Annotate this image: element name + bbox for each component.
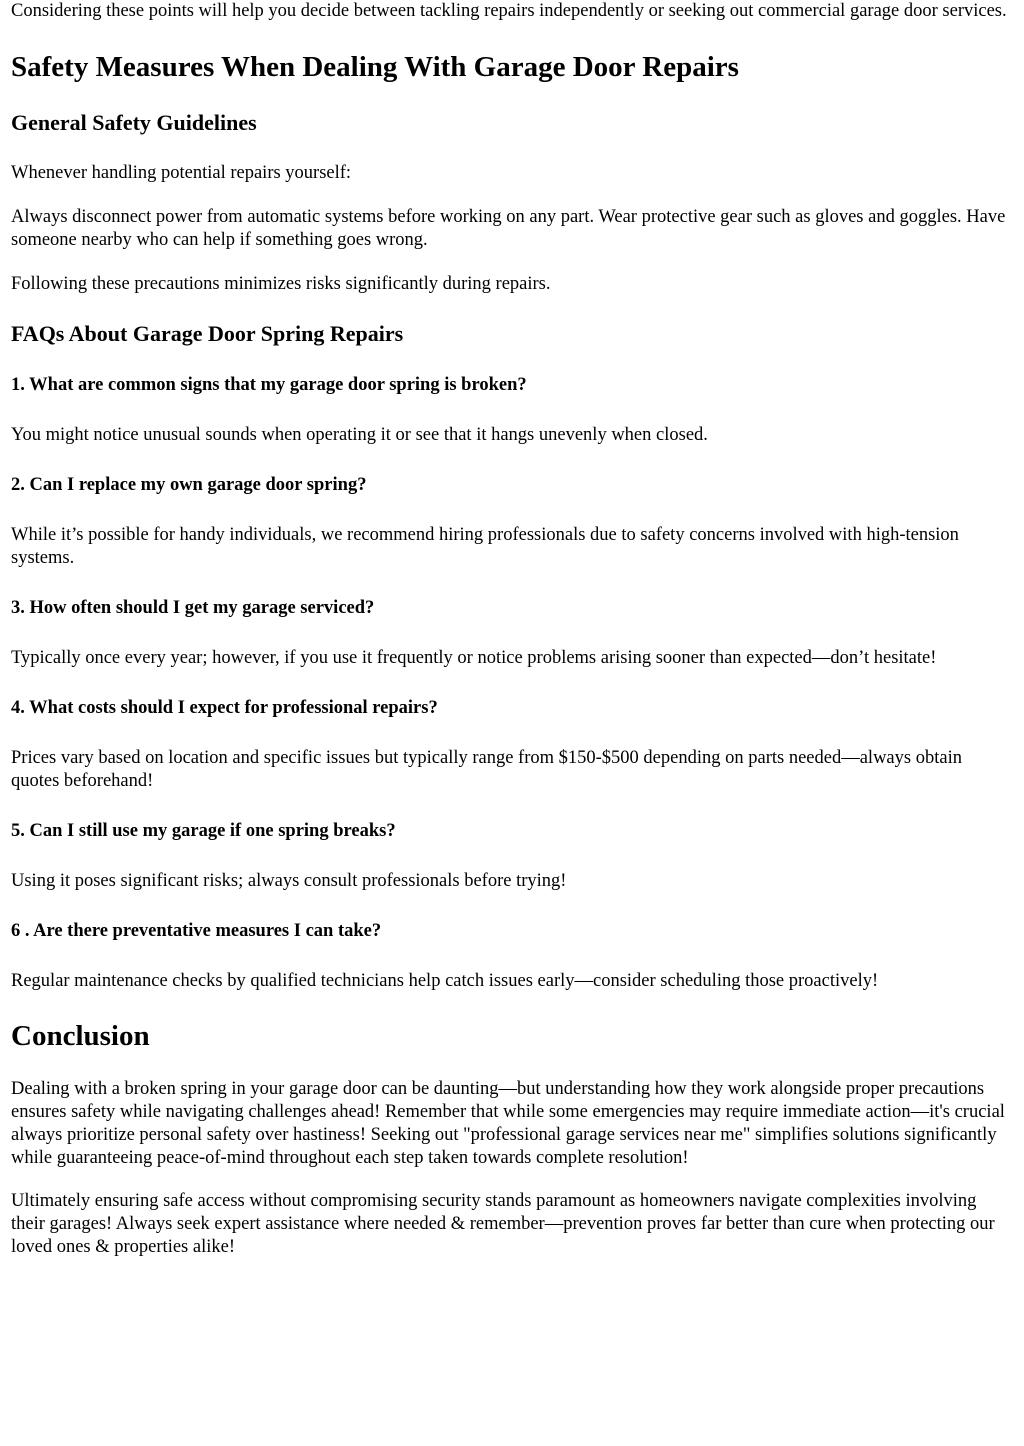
conclusion-heading: Conclusion <box>11 1020 150 1052</box>
conclusion-paragraph-1: Dealing with a broken spring in your garage door can be daunting—but understanding how they work alongside proper precautions ensures safety while navigating challenges ahead! Remember that while some emergencies may require immediate action—it's crucial always prioritize personal safety over hastiness! Seeking out "professional garage services near me" simplifies solutions significantly while guaranteeing peace-of-mind throughout each step taken towards complete resolution! <box>11 1079 1005 1168</box>
faq-list <box>11 374 1014 993</box>
faq-answer: While it’s possible for handy individuals, we recommend hiring professionals due to safety concerns involved with high-tension systems. <box>11 525 959 568</box>
faq-question: 1. What are common signs that my garage door spring is broken? <box>11 375 527 395</box>
faqs-heading: FAQs About Garage Door Spring Repairs <box>11 321 404 346</box>
faq-answer: Typically once every year; however, if you use it frequently or notice problems arising sooner than expected—don’t hesitate! <box>11 648 937 668</box>
safety-measures-heading: Safety Measures When Dealing With Garage Door Repairs <box>11 51 739 83</box>
faq-question: 3. How often should I get my garage serviced? <box>11 598 375 618</box>
faq-answer: You might notice unusual sounds when operating it or see that it hangs unevenly when closed. <box>11 425 708 445</box>
faq-question: 6 . Are there preventative measures I can take? <box>11 921 382 941</box>
safety-closing-paragraph: Following these precautions minimizes risks significantly during repairs. <box>11 274 551 294</box>
conclusion-paragraph-2: Ultimately ensuring safe access without compromising security stands paramount as homeowners navigate complexities involving their garages! Always seek expert assistance where needed & remember—prevention proves far better than cure when protecting our loved ones & properties alike! <box>11 1191 995 1257</box>
faq-question: 4. What costs should I expect for professional repairs? <box>11 698 438 718</box>
general-safety-heading: General Safety Guidelines <box>11 110 257 135</box>
faq-question: 5. Can I still use my garage if one spring breaks? <box>11 821 396 841</box>
safety-guidelines-paragraph: Always disconnect power from automatic systems before working on any part. Wear protective gear such as gloves and goggles. Have someone nearby who can help if something goes wrong. <box>11 207 1006 250</box>
faq-answer: Using it poses significant risks; always consult professionals before trying! <box>11 871 567 891</box>
safety-lead-paragraph: Whenever handling potential repairs yourself: <box>11 163 352 183</box>
faq-answer: Regular maintenance checks by qualified technicians help catch issues early—consider scheduling those proactively! <box>11 971 879 991</box>
intro-paragraph: Considering these points will help you decide between tackling repairs independently or seeking out commercial garage door services. <box>11 1 1007 21</box>
faq-question: 2. Can I replace my own garage door spring? <box>11 475 367 495</box>
faq-answer: Prices vary based on location and specific issues but typically range from $150-$500 depending on parts needed—always obtain quotes beforehand! <box>11 748 962 791</box>
